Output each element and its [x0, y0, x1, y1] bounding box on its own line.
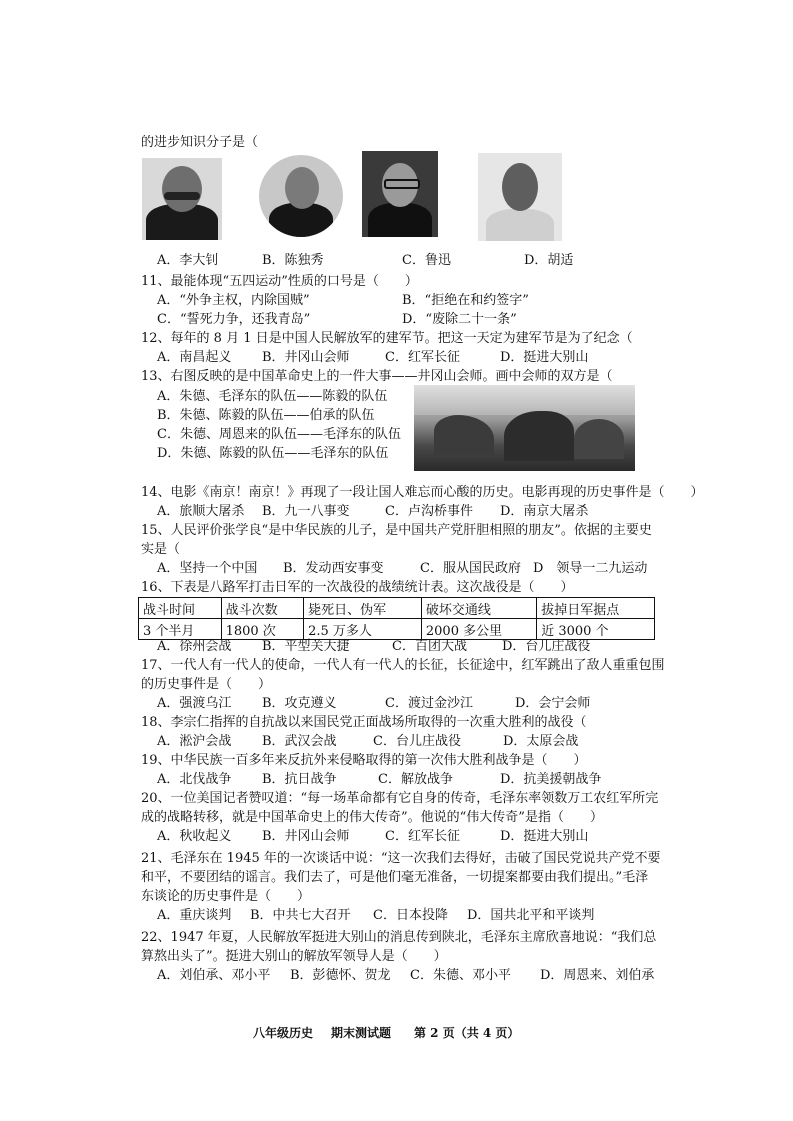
question-10-stem-end: 的进步知识分子是（	[141, 135, 259, 150]
q21-stem-line3: 东谈论的历史事件是（ ）	[141, 889, 311, 904]
q16-stem: 16、下表是八路军打击日军的一次战役的战绩统计表。这次战役是（ ）	[141, 580, 574, 595]
q22-option-b: B．彭德怀、贺龙	[290, 968, 391, 983]
q22-stem-line2: 算熬出头了”。挺进大别山的解放军领导人是（ ）	[141, 949, 447, 964]
q17-option-a: A．强渡乌江	[157, 696, 232, 711]
q20-option-a: A．秋收起义	[157, 829, 232, 844]
q15-option-b: B．发动西安事变	[283, 561, 384, 576]
table-header-cell: 毙死日、伪军	[304, 598, 422, 619]
portrait-lu-xun-image	[362, 151, 438, 237]
q22-option-d: D．周恩来、刘伯承	[540, 968, 655, 983]
q21-option-c: C．日本投降	[373, 908, 448, 923]
q14-option-a: A．旅顺大屠杀	[157, 504, 245, 519]
q13-option-a: A．朱德、毛泽东的队伍——陈毅的队伍	[157, 389, 388, 404]
q16-option-c: C．百团大战	[392, 639, 467, 654]
q12-option-c: C．红军长征	[385, 350, 460, 365]
footer-page-number: 第 2 页（共 4 页）	[414, 1026, 520, 1040]
portrait-hu-shi-image	[478, 153, 562, 241]
table-header-cell: 破坏交通线	[421, 598, 536, 619]
q10-option-b: B．陈独秀	[262, 253, 324, 268]
table-header-row	[139, 598, 655, 619]
q18-option-b: B．武汉会战	[262, 734, 337, 749]
q12-stem: 12、每年的 8 月 1 日是中国人民解放军的建军节。把这一天定为建军节是为了纪念（	[141, 331, 633, 346]
q17-option-b: B．攻克遵义	[262, 696, 337, 711]
q21-option-d: D．国共北平和平谈判	[467, 908, 595, 923]
q15-option-c: C．服从国民政府	[420, 561, 521, 576]
portrait-chen-duxiu-image	[259, 155, 343, 237]
q16-option-d: D．台儿庄战役	[502, 639, 591, 654]
q13-option-b: B．朱德、陈毅的队伍——伯承的队伍	[157, 408, 375, 423]
q16-option-a: A．徐州会战	[157, 639, 232, 654]
q14-option-b: B．九一八事变	[262, 504, 350, 519]
q20-option-b: B．井冈山会师	[262, 829, 350, 844]
table-cell: 1800 次	[221, 619, 304, 640]
q17-option-c: C．渡过金沙江	[385, 696, 473, 711]
q18-option-c: C．台儿庄战役	[373, 734, 461, 749]
q10-option-d: D．胡适	[524, 253, 574, 268]
q15-option-d: D 领导一二九运动	[533, 561, 648, 576]
q13-stem: 13、右图反映的是中国革命史上的一件大事——井冈山会师。画中会师的双方是（	[141, 369, 613, 384]
q21-stem-line2: 和平，不要团结的谣言。我们去了，可是他们毫无准备，一切提案都要由我们提出。”毛泽	[141, 870, 649, 885]
q11-option-a: A．“外争主权，内除国贼”	[157, 293, 310, 308]
q15-stem-line1: 15、人民评价张学良“是中华民族的儿子，是中国共产党肝胆相照的朋友”。依据的主要史	[141, 523, 652, 538]
q20-option-d: D．挺进大别山	[500, 829, 589, 844]
q17-stem-line1: 17、一代人有一代人的使命，一代人有一代人的长征，长征途中，红军跳出了敌人重重包围	[141, 658, 665, 673]
q11-option-b: B．“拒绝在和约签字”	[402, 293, 529, 308]
q17-stem-line2: 的历史事件是（ ）	[141, 677, 272, 692]
footer-exam-title: 期末测试题	[331, 1026, 392, 1040]
q16-option-b: B．平型关大捷	[262, 639, 350, 654]
table-header-cell: 拔掉日军据点	[537, 598, 655, 619]
q10-option-c: C．鲁迅	[402, 253, 451, 268]
q11-option-c: C．“誓死力争，还我青岛”	[157, 312, 311, 327]
q13-option-c: C．朱德、周恩来的队伍——毛泽东的队伍	[157, 427, 401, 442]
table-cell: 3 个半月	[139, 619, 222, 640]
q19-option-b: B．抗日战争	[262, 772, 337, 787]
q20-option-c: C．红军长征	[385, 829, 460, 844]
q11-stem: 11、最能体现“五四运动”性质的口号是（ ）	[141, 274, 418, 289]
jinggangshan-meeting-painting	[414, 385, 635, 471]
q20-stem-line2: 成的战略转移，就是中国革命史上的伟大传奇”。他说的“伟大传奇”是指（ ）	[141, 810, 603, 825]
q14-option-c: C．卢沟桥事件	[385, 504, 473, 519]
q22-option-c: C．朱德、邓小平	[410, 968, 511, 983]
q15-option-a: A．坚持一个中国	[157, 561, 258, 576]
q18-option-d: D．太原会战	[503, 734, 579, 749]
q19-option-c: C．解放战争	[378, 772, 453, 787]
q22-option-a: A．刘伯承、邓小平	[157, 968, 271, 983]
table-cell: 2000 多公里	[421, 619, 536, 640]
table-header-cell: 战斗时间	[139, 598, 222, 619]
q19-option-d: D．抗美援朝战争	[500, 772, 602, 787]
battle-statistics-table	[138, 597, 655, 640]
q14-option-d: D．南京大屠杀	[500, 504, 589, 519]
q19-option-a: A．北伐战争	[157, 772, 232, 787]
q15-stem-line2: 实是（	[141, 542, 181, 557]
q12-option-b: B．井冈山会师	[262, 350, 350, 365]
q21-option-b: B．中共七大召开	[250, 908, 351, 923]
portrait-li-dazhao-image	[142, 158, 222, 240]
q17-option-d: D．会宁会师	[515, 696, 591, 711]
table-cell: 2.5 万多人	[304, 619, 422, 640]
q10-option-a: A．李大钊	[157, 253, 219, 268]
table-header-cell: 战斗次数	[221, 598, 304, 619]
q21-option-a: A．重庆谈判	[157, 908, 232, 923]
q13-option-d: D．朱德、陈毅的队伍——毛泽东的队伍	[157, 446, 389, 461]
q18-option-a: A．淞沪会战	[157, 734, 232, 749]
q14-stem: 14、电影《南京！南京！》再现了一段让国人难忘而心酸的历史。电影再现的历史事件是（ ）	[141, 485, 704, 500]
q12-option-d: D．挺进大别山	[500, 350, 589, 365]
table-cell: 近 3000 个	[537, 619, 655, 640]
q22-stem-line1: 22、1947 年夏，人民解放军挺进大别山的消息传到陕北，毛泽东主席欣喜地说：“我们总	[141, 930, 657, 945]
q20-stem-line1: 20、一位美国记者赞叹道：“每一场革命都有它自身的传奇，毛泽东率领数万工农红军所完	[141, 791, 659, 806]
q21-stem-line1: 21、毛泽东在 1945 年的一次谈话中说：“这一次我们去得好，击破了国民党说共产党不要	[141, 851, 661, 866]
footer-subject: 八年级历史	[253, 1026, 314, 1040]
q18-stem: 18、李宗仁指挥的自抗战以来国民党正面战场所取得的一次重大胜利的战役（	[141, 715, 587, 730]
q19-stem: 19、中华民族一百多年来反抗外来侵略取得的第一次伟大胜利战争是（ ）	[141, 753, 587, 768]
q12-option-a: A．南昌起义	[157, 350, 232, 365]
q11-option-d: D．“废除二十一条”	[402, 312, 517, 327]
table-row	[139, 619, 655, 640]
